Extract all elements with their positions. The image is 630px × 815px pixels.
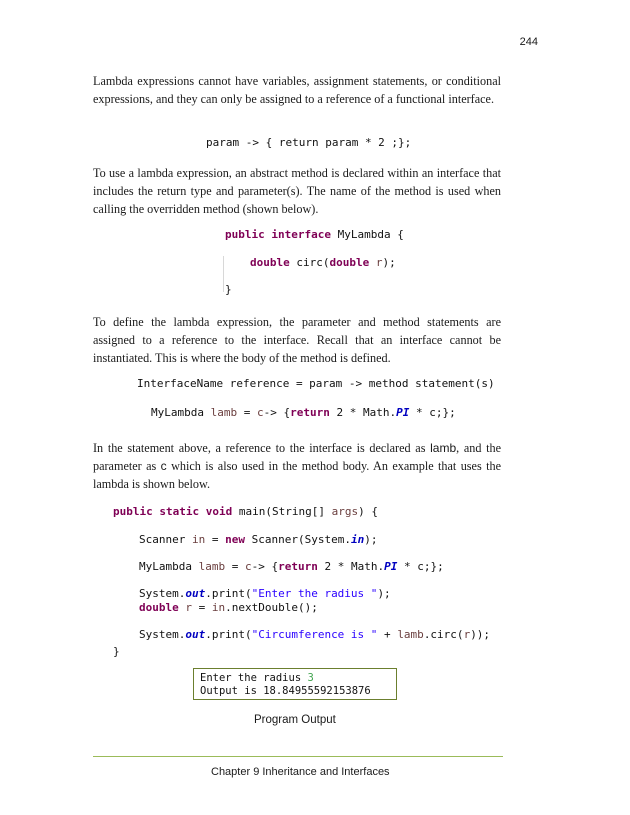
keyword: new: [225, 533, 245, 546]
page-number: 244: [519, 36, 538, 48]
code-field: PI: [396, 406, 410, 419]
code-variable: in: [211, 601, 226, 614]
keyword: return: [278, 560, 318, 573]
code-read-double-line: [139, 601, 318, 614]
code-variable: lamb: [397, 628, 424, 641]
code-text: Scanner(System.: [244, 533, 351, 546]
code-text: System.: [139, 628, 186, 641]
code-text: * c;};: [409, 406, 456, 419]
code-text: -> {: [251, 560, 279, 573]
code-variable: r: [463, 628, 471, 641]
code-text: circ(: [289, 256, 330, 269]
code-variable: lamb: [198, 560, 226, 573]
code-print-prompt-line: [139, 587, 391, 600]
code-string: "Enter the radius ": [251, 587, 378, 600]
keyword: double: [329, 256, 370, 269]
code-variable: r: [178, 601, 192, 614]
keyword: double: [250, 256, 290, 269]
code-interface-line: [225, 228, 404, 241]
code-text: =: [225, 560, 245, 573]
console-output-box: [193, 668, 397, 700]
code-main-signature: [113, 505, 378, 518]
footer-chapter-title: Chapter 9 Inheritance and Interfaces: [211, 766, 390, 778]
code-text: );: [377, 587, 391, 600]
code-variable: c: [256, 406, 264, 419]
text-run: In the statement above, a reference to the interface is declared as: [93, 441, 431, 455]
code-text: );: [364, 533, 378, 546]
code-text: );: [382, 256, 396, 269]
code-string: "Circumference is ": [251, 628, 378, 641]
keyword: interface: [271, 228, 331, 241]
code-text: .nextDouble();: [225, 601, 318, 614]
code-text: 2 * Math.: [329, 406, 397, 419]
console-user-input: 3: [307, 672, 314, 684]
indent-guide: [223, 256, 224, 292]
code-field: PI: [384, 560, 398, 573]
inline-code-lamb: lamb: [430, 441, 457, 455]
code-variable: r: [375, 256, 383, 269]
console-line: Output is 18.84955592153876: [200, 685, 371, 697]
keyword: void: [205, 505, 233, 518]
code-field: in: [350, 533, 365, 546]
keyword: public: [113, 505, 153, 518]
code-text: =: [237, 406, 257, 419]
code-text: * c;};: [397, 560, 444, 573]
code-text: main(String[]: [232, 505, 332, 518]
keyword: return: [290, 406, 330, 419]
code-variable: args: [331, 505, 359, 518]
keyword: public: [225, 228, 265, 241]
code-print-result-line: [139, 628, 490, 641]
code-text: =: [192, 601, 212, 614]
code-variable: in: [191, 533, 206, 546]
code-method-line: [250, 256, 396, 269]
footer-divider: [93, 756, 503, 757]
code-text: ));: [470, 628, 491, 641]
code-text: .print(: [205, 628, 252, 641]
code-text: .print(: [205, 587, 252, 600]
text-run: which is also used in the method body. An example that uses the lambda is shown below.: [93, 459, 501, 492]
code-text: +: [377, 628, 398, 641]
code-close-brace: }: [225, 283, 232, 296]
code-text: =: [205, 533, 226, 546]
paragraph-lambda-definition: To define the lambda expression, the parameter and method statements are assigned to a reference to the interface. Recall that an interface cannot be instantiated. This is where the body of the method is defined.: [93, 315, 501, 366]
code-text: Scanner: [139, 533, 192, 546]
keyword: static: [159, 505, 200, 518]
code-text: 2 * Math.: [317, 560, 385, 573]
code-text: ) {: [358, 505, 378, 518]
code-text: System.: [139, 587, 186, 600]
inline-code-c: c: [160, 459, 167, 474]
code-field: out: [185, 587, 206, 600]
code-syntax-line: InterfaceName reference = param -> method statement(s): [137, 377, 495, 390]
code-lambda-line: [151, 406, 456, 419]
code-variable: lamb: [210, 406, 238, 419]
code-text: MyLambda: [139, 560, 199, 573]
code-text: -> {: [263, 406, 291, 419]
code-text: MyLambda {: [330, 228, 404, 241]
text-run: , and the parameter as: [93, 441, 501, 474]
code-text: .circ(: [423, 628, 464, 641]
code-scanner-line: [139, 533, 377, 546]
console-line: [194, 669, 396, 685]
paragraph-interface-declaration: To use a lambda expression, an abstract method is declared within an interface that includes the return type and parameter(s). The name of the method is used when calling the overridden method (shown below).: [93, 166, 501, 217]
code-field: out: [185, 628, 206, 641]
figure-caption: Program Output: [254, 714, 336, 726]
code-lambda-example: param -> { return param * 2 ;};: [206, 136, 412, 149]
code-close-brace: }: [113, 645, 120, 658]
paragraph-lambda-restrictions: Lambda expressions cannot have variables, assignment statements, or conditional expressions, and they can only be assigned to a reference of a functional interface.: [93, 74, 501, 107]
paragraph-example-intro: [93, 439, 501, 494]
code-text: MyLambda: [151, 406, 211, 419]
console-text: Enter the radius: [200, 672, 308, 684]
code-variable: c: [244, 560, 252, 573]
code-lambda-assign-line: [139, 560, 444, 573]
keyword: double: [139, 601, 179, 614]
